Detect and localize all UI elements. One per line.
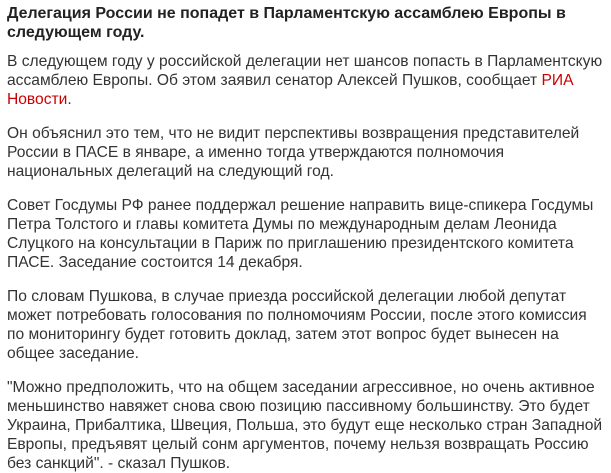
paragraph-1 xyxy=(7,52,605,109)
paragraph-1-tail: . xyxy=(67,91,72,108)
paragraph-3: Совет Госдумы РФ ранее поддержал решение направить вице-спикера Госдумы Петра Толстого и главы комитета Думы по международным делам Леонида Слуцкого на консультации в Париж по приглашению президентского комитета ПАСЕ. Заседание состоится 14 декабря. xyxy=(7,197,594,271)
article-headline: Делегация России не попадет в Парламентскую ассамблею Европы в следующем году. xyxy=(7,5,566,41)
ria-novosti-link[interactable]: РИА Новости xyxy=(7,72,574,108)
paragraph-1-text: В следующем году у российской делегации нет шансов попасть в Парламентскую ассамблею Европы. Об этом заявил сенатор Алексей Пушков, сообщает xyxy=(7,53,603,89)
paragraph-5-quote: "Можно предположить, что на общем заседании агрессивное, но очень активное меньшинство навяжет снова свою позицию пассивному большинству. Это будет Украина, Прибалтика, Швеция, Польша, это будут еще несколько стран Западной Европы, предъявят целый сонм аргументов, почему нельзя возвращать Россию без санкций". - сказал Пушков. xyxy=(7,379,603,472)
paragraph-4: По словам Пушкова, в случае приезда российской делегации любой депутат может потребовать голосования по полномочиям России, после этого комиссия по мониторингу будет готовить доклад, затем этот вопрос будет вынесен на общее заседание. xyxy=(7,288,587,362)
paragraph-2: Он объяснил это тем, что не видит перспективы возвращения представителей России в ПАСЕ в январе, а именно тогда утверждаются полномочия национальных делегаций на следующий год. xyxy=(7,125,580,180)
